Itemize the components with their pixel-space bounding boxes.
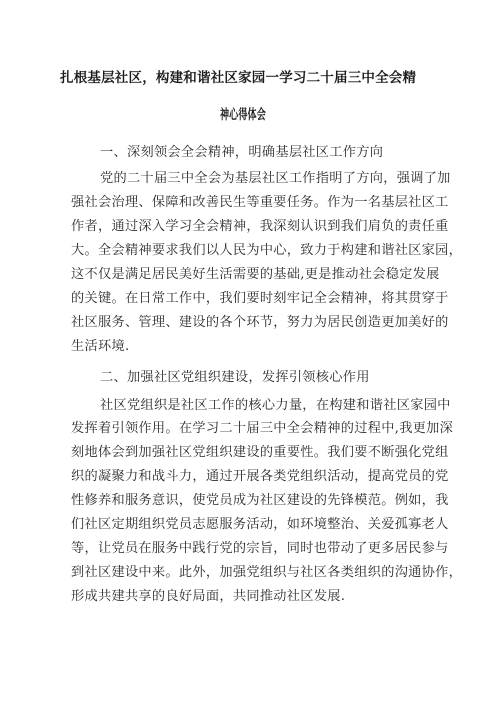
paragraph-line: 这不仅是满足居民美好生活需要的基础,更是推动社会稳定发展: [71, 267, 440, 282]
paragraph-line: 刻地体会到加强社区党组织建设的重要性。我们要不断强化党组: [71, 445, 449, 460]
section-heading-2: 二、加强社区党组织建设，发挥引领核心作用: [100, 370, 370, 385]
paragraph-line: 大。全会精神要求我们以人民为中心，致力于构建和谐社区家园，: [71, 243, 463, 258]
paragraph-line: 作者，通过深入学习全会精神，我深刻认识到我们肩负的责任重: [71, 219, 449, 234]
section-heading-1: 一、深刻领会全会精神，明确基层社区工作方向: [100, 145, 384, 160]
paragraph-line: 到社区建设中来。此外，加强党组织与社区各类组织的沟通协作，: [71, 565, 463, 580]
paragraph-line: 们社区定期组织党员志愿服务活动，如环境整治、关爱孤寡老人: [71, 517, 449, 532]
paragraph-line: 社区服务、管理、建设的各个环节，努力为居民创造更加美好的: [71, 315, 449, 330]
paragraph-line: 发挥着引领作用。在学习二十届三中全会精神的过程中,我更加深: [71, 421, 454, 436]
paragraph-line: 形成共建共享的良好局面，共同推动社区发展.: [71, 589, 346, 604]
paragraph-line: 生活环境.: [71, 339, 130, 354]
document-title-line-2: 神心得体会: [220, 107, 266, 123]
paragraph-line: 性修养和服务意识，使党员成为社区建设的先锋模范。例如，我: [71, 493, 449, 508]
paragraph-line: 的关键。在日常工作中，我们要时刻牢记全会精神，将其贯穿于: [71, 291, 449, 306]
document-title-line-1: 扎根基层社区，构建和谐社区家园一学习二十届三中全会精: [60, 70, 417, 86]
paragraph-line: 织的凝聚力和战斗力，通过开展各类党组织活动，提高党员的党: [71, 469, 449, 484]
paragraph-line: 党的二十届三中全会为基层社区工作指明了方向，强调了加: [100, 171, 451, 186]
paragraph-line: 等，让党员在服务中践行党的宗旨，同时也带动了更多居民参与: [71, 541, 449, 556]
paragraph-line: 强社会治理、保障和改善民生等重要任务。作为一名基层社区工: [71, 195, 449, 210]
paragraph-line: 社区党组织是社区工作的核心力量，在构建和谐社区家园中: [100, 398, 451, 413]
